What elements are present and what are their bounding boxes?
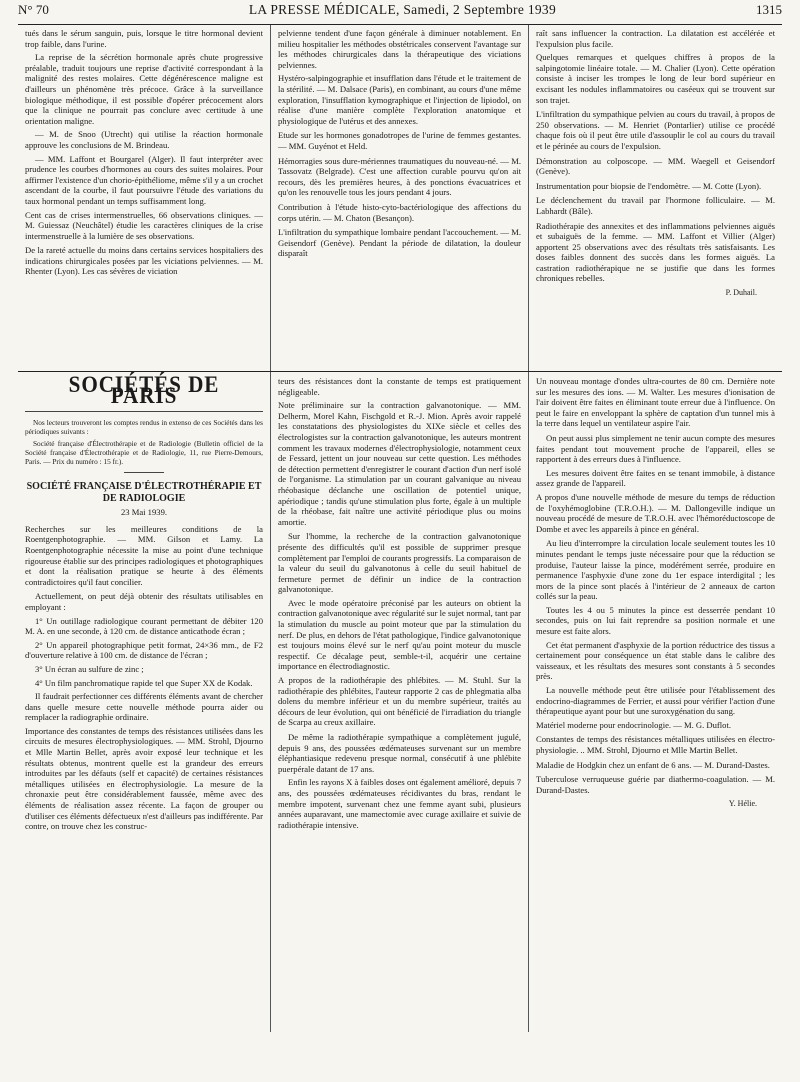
paragraph: raît sans influencer la contraction. La dilatation est accélérée et l'expulsion plus facile.	[536, 28, 775, 49]
paragraph: tués dans le sérum sanguin, puis, lorsque le titre hormonal devient trop faible, dans l'urine.	[25, 28, 263, 49]
top-column-3	[528, 25, 782, 371]
paragraph: La nouvelle méthode peut être utilisée pour l'établissement des endocrino-diagrammes de Ferrier, et aussi pour vérifier l'action d'une thérapeutique ayant pour but une suroxygénation du sang.	[536, 685, 775, 717]
list-item: 2° Un appareil photographique petit format, 24×36 mm., de F2 d'ouverture relative à 100 cm. de distance de l'écran ;	[25, 639, 263, 661]
divider	[124, 472, 164, 473]
report-entry: Matériel moderne pour endocrinologie. — M. G. Duflot.	[536, 719, 731, 730]
paragraph: Toutes les 4 ou 5 minutes la pince est desserrée pendant 10 secondes, puis on lui fait reprendre sa position normale et une mesure est faite alors.	[536, 604, 775, 637]
paragraph: — M. de Snoo (Utrecht) qui utilise la réaction hormonale approuve les conclusions de M. Brindeau.	[25, 129, 263, 150]
paragraph: Au lieu d'interrompre la circulation locale seulement toutes les 10 minutes pendant le temps juste nécessaire pour que la réduction se produise, l'auteur laisse la pince, modérément serrée, produire en permanence l'asphyxie d'une zone du 1er espace interdigital ; les mors de la pince sont placés à l'intérieur de 2 anneaux de carton collés sur la peau.	[536, 538, 775, 602]
paragraph: — MM. Laffont et Bourgarel (Alger). Il faut interpréter avec prudence les courbes d'hormones au cours des suites molaires. Pour affirmer l'existence d'un chorio-épithéliome, même s'il y a un crochet ascendant de la courbe, il faut poursuivre l'étude des variations du taux hormonal pendant un temps suffisamment long.	[25, 153, 263, 206]
report-entry: L'infiltration du sympathique lombaire pendant l'accouchement. — M. Geisendorf (Genève). Pendant la période de dilatation, la douleur disparaît	[278, 227, 521, 259]
report-entry: Quelques remarques et quelques chiffres à propos de la salpingotomie linéaire totale. — M. Chalier (Lyon). Cette opération consiste à inciser les trompes le long de leur bord supérieur en excisant les nodules inflammatoires ou caséeux qui se trouvent sur son trajet.	[536, 52, 775, 105]
paragraph: teurs des résistances dont la constante de temps est pratiquement négligeable.	[278, 376, 521, 397]
journal-title: LA PRESSE MÉDICALE, Samedi, 2 Septembre 1939	[248, 2, 557, 17]
paragraph: Enfin les rayons X à faibles doses ont également amélioré, depuis 7 ans, des poussées œdémateuses récidivantes du bras, rendant le membre impotent, survenant chez une femme ayant subi, plusieurs années auparavant, une mamectomie avec curage axillaire et suivie de radiothérapie intensive.	[278, 777, 521, 830]
paragraph: Les mesures doivent être faites en se tenant immobile, à distance assez grande de l'appareil.	[536, 467, 775, 489]
report-entry: Cent cas de crises intermenstruelles, 66 observations cliniques. — M. Guiessaz (Neuchâtel) étudie les caractères cliniques de la crise intermenstruelle à la lumière de ses observations.	[25, 209, 263, 241]
society-heading: SOCIÉTÉ FRANÇAISE D'ÉLECTROTHÉRAPIE ET DE RADIOLOGIE	[26, 481, 262, 505]
list-item: 1° Un outillage radiologique courant permettant de débiter 120 M. A. en une seconde, à 120 cm. de distance anticathode écran ;	[25, 615, 263, 637]
report-entry: Hystéro-salpingographie et insufflation dans l'étude et le traitement de la stérilité. — M. Dalsace (Paris), en combinant, au cours d'une même exploration, l'insufflation kymographique et l'injection de lipiodol, on réalise d'une manière complète l'exploration anatomique et physiologique de l'utérus et des annexes.	[278, 73, 521, 126]
report-entry: Contribution à l'étude histo-cyto-bactériologique des affections du corps utérin. — M. Chaton (Besançon).	[278, 201, 521, 223]
paragraph: Actuellement, on peut déjà obtenir des résultats utilisables en employant :	[25, 591, 263, 612]
list-item: 3° Un écran au sulfure de zinc ;	[35, 663, 144, 674]
bottom-column-2	[270, 372, 528, 1032]
bottom-section	[18, 372, 782, 1032]
report-entry: Radiothérapie des annexites et des inflammations pelviennes aiguës et subaiguës de la femme. — MM. Laffont et Villier (Alger) apportent 25 observations avec des résultats très satisfaisants. Les doses faibles donnent des succès dans les formes aiguës. La castration radiothérapique ne se justifie que dans les formes chroniques rebelles.	[536, 220, 775, 284]
bulletin-reference: Société française d'Électrothérapie et de Radiologie (Bulletin officiel de la Société française d'Électrothérapie et de Radiologie, 11, rue Pierre-Demours, Paris. — Prix du numéro : 15 fr.).	[25, 439, 263, 467]
report-entry: Tuberculose verruqueuse guérie par diathermo-coagulation. — M. Durand-Dastes.	[536, 774, 775, 795]
report-entry: Recherches sur les meilleures conditions de la Roentgenphotographie. — MM. Gilson et Lamy. La Roentgenphotographie nécessite la mise au point d'une technique rigoureuse établie sur des principes radiologiques et photographiques et dont la réalisation pratique se heurte à des éléments contradictoires qu'il faut concilier.	[25, 523, 263, 587]
paragraph: pelvienne tendent d'une façon générale à diminuer notablement. En milieu hospitalier les méthodes obstétricales conservent l'avantage sur les méthodes chirurgicales dans la thérapeutique des viciations pelviennes.	[278, 28, 521, 70]
report-entry: L'infiltration du sympathique pelvien au cours du travail, à propos de 250 observations. — M. Henriet (Pontarlier) utilise ce procédé chaque fois où il peut être utile d'assouplir le col au cours du travail et le périnée au cours de l'expulsion.	[536, 109, 775, 151]
paragraph: Cet état permanent d'asphyxie de la portion réductrice des tissus a certainement pour conséquence un état stable dans le calibre des vaisseaux, et les résultats des mesures sont constants à 5 secondes près.	[536, 639, 775, 682]
paragraph: On peut aussi plus simplement ne tenir aucun compte des mesures faites pendant tout mouvement proche de l'appareil, elles se rapportent à des erreurs dues à l'influence.	[536, 432, 775, 465]
session-date: 23 Mai 1939.	[120, 507, 168, 518]
paragraph: Sur l'homme, la recherche de la contraction galvanotonique présente des difficultés qu'il est possible de supprimer presque complètement par l'emploi de courants progressifs. La comparaison de la valeur du seuil du galvanotonus à celle du seuil habituel de fermeture permet de définir un indice de la contraction galvanotonique.	[278, 531, 521, 595]
report-entry: Un nouveau montage d'ondes ultra-courtes de 80 cm. Dernière note sur les mesures des ions. — M. Walter. Les mesures d'ionisation de l'air doivent être faites en éliminant toute erreur due à l'influence. On peut le faire en enveloppant la sphère de captation d'un tunnel mis à la terre dans lequel un ventilateur aspire l'air.	[536, 376, 775, 429]
paragraph: De même la radiothérapie sympathique a complètement jugulé, depuis 9 ans, des poussées œdémateuses survenant sur un membre éléphantiasique redevenu presque normal, consécutif à une phlébite puerpérale datant de 17 ans.	[278, 732, 521, 774]
report-entry: Hémorragies sous dure-mériennes traumatiques du nouveau-né. — M. Tassovatz (Belgrade). C'est une affection curable pourvu qu'on ait recours, dès les premières heures, à des ponctions évacuatrices et qu'on les renouvelle tous les jours pendant 4 jours.	[278, 155, 521, 198]
report-entry: Note préliminaire sur la contraction galvanotonique. — MM. Delherm, Morel Kahn, Fischgold et R.-J. Mion. Après avoir rappelé les constatations des physiologistes du XIXe siècle et celles des électrologistes sur la contraction galvanotonique, les auteurs montrent comment les travaux modernes d'électrophysiologie, notamment ceux de Fessard, jettent un jour nouveau sur cette question. Les méthodes de détection permettent d'enregistrer le courant d'action d'un nerf isolé de l'organisme. La stimulation par un courant galvanique au niveau rhéobasique déclanche une oscillation de potentiel unique, apériodique ; tandis qu'une stimulation plus forte, égale à un multiple de la rhéobase, fait naître une activité périodique plus ou moins amortie.	[278, 400, 521, 527]
top-column-2	[270, 25, 528, 371]
list-item: 4° Un film panchromatique rapide tel que Super XX de Kodak.	[35, 677, 253, 688]
report-entry: Démonstration au colposcope. — MM. Waegell et Geisendorf (Genève).	[536, 155, 775, 177]
report-entry: Maladie de Hodgkin chez un enfant de 6 ans. — M. Durand-Dastes.	[536, 759, 770, 770]
report-entry: Instrumentation pour biopsie de l'endomètre. — M. Cotte (Lyon).	[536, 180, 762, 191]
author-signature: Y. Hélie.	[728, 799, 757, 809]
report-entry: De la rareté actuelle du moins dans certains services hospitaliers des indications chirurgicales posées par les viciations pelviennes. — M. Rhenter (Lyon). Les cas sévères de viciation	[25, 245, 263, 277]
report-entry: A propos d'une nouvelle méthode de mesure du temps de réduction de l'oxyhémoglobine (T.R.O.H.). — M. Dallongeville indique un nouveau procédé de mesure de T.R.O.H. avec l'hémoréductoscope de Dombe et avec les appareils à pince en général.	[536, 491, 775, 534]
report-entry: Importance des constantes de temps des résistances utilisées dans les circuits de mesures électrophysiologiques. — MM. Strohl, Djourno et Mlle Martin Bellet, après avoir exposé leur technique et les résultats obtenus, montrent quelle est la grandeur des erreurs introduites par les défauts (self et capacité) de certaines résistances métalliques utilisées en électrophysiologie. La mesure de la chronaxie peut être considérablement faussée, même avec des éléments de réalisation assez récente. La façon de grouper ou d'utiliser ces éléments défectueux n'est d'ailleurs pas indifférente. Par contre, on trouve chez les construc-	[25, 725, 263, 832]
report-entry: A propos de la radiothérapie des phlébites. — M. Stuhl. Sur la radiothérapie des phlébites, l'auteur rapporte 2 cas de phlegmatia alba dolens du membre inférieur et un du membre supérieur, traités au décours de leur évolution, qui ont bénéficié de l'irradiation du triangle de Scarpa au creux axillaire.	[278, 675, 521, 728]
banner-rule	[25, 411, 263, 412]
report-entry: Constantes de temps des résistances métalliques utilisées en électro-physiologie. .. MM. Strohl, Djourno et Mlle Martin Bellet.	[536, 734, 775, 755]
reader-notice: Nos lecteurs trouveront les comptes rendus in extenso de ces Sociétés dans les périodiques suivants :	[25, 418, 263, 437]
author-signature: P. Duhail.	[725, 288, 757, 298]
paragraph: Il faudrait perfectionner ces différents éléments avant de chercher dans quelle mesure cette nouvelle méthode pourra aider ou remplacer la radiographie ordinaire.	[25, 691, 263, 723]
issue-number: N° 70	[18, 2, 49, 17]
page-header	[18, 0, 782, 24]
page-number: 1315	[756, 2, 782, 17]
section-banner: SOCIÉTÉS DE PARIS	[68, 372, 220, 408]
paragraph: Avec le mode opératoire préconisé par les auteurs on obtient la contraction galvanotonique avec régularité sur le sujet normal, tant par la stimulation du muscle au point moteur que par la stimulation du nerf. De plus, en dehors de l'état pathologique, l'indice galvanotonique est toujours moins élevé sur le nerf qu'au point moteur du muscle respectif. Ce décalage peut, semble-t-il, acquérir une certaine importance en électrodiagnostic.	[278, 597, 521, 672]
top-column-1	[18, 25, 270, 371]
bottom-column-1	[18, 372, 270, 1032]
top-section	[18, 25, 782, 371]
bottom-column-3	[528, 372, 782, 1032]
report-entry: Etude sur les hormones gonadotropes de l'urine de femmes gestantes. — MM. Guyénot et Held.	[278, 130, 521, 151]
paragraph: La reprise de la sécrétion hormonale après chute progressive préalable, traduit toujours une reprise d'activité correspondant à la malignité des restes molaires. Cette dégénérescence maligne est d'ailleurs un phénomène très précoce. Grâce à la surveillance biologique méthodique, il est possible d'opérer précocement alors que la clinique ne pourrait pas conclure avec certitude à une orientation maligne.	[25, 52, 263, 126]
report-entry: Le déclenchement du travail par l'hormone folliculaire. — M. Labhardt (Bâle).	[536, 195, 775, 216]
